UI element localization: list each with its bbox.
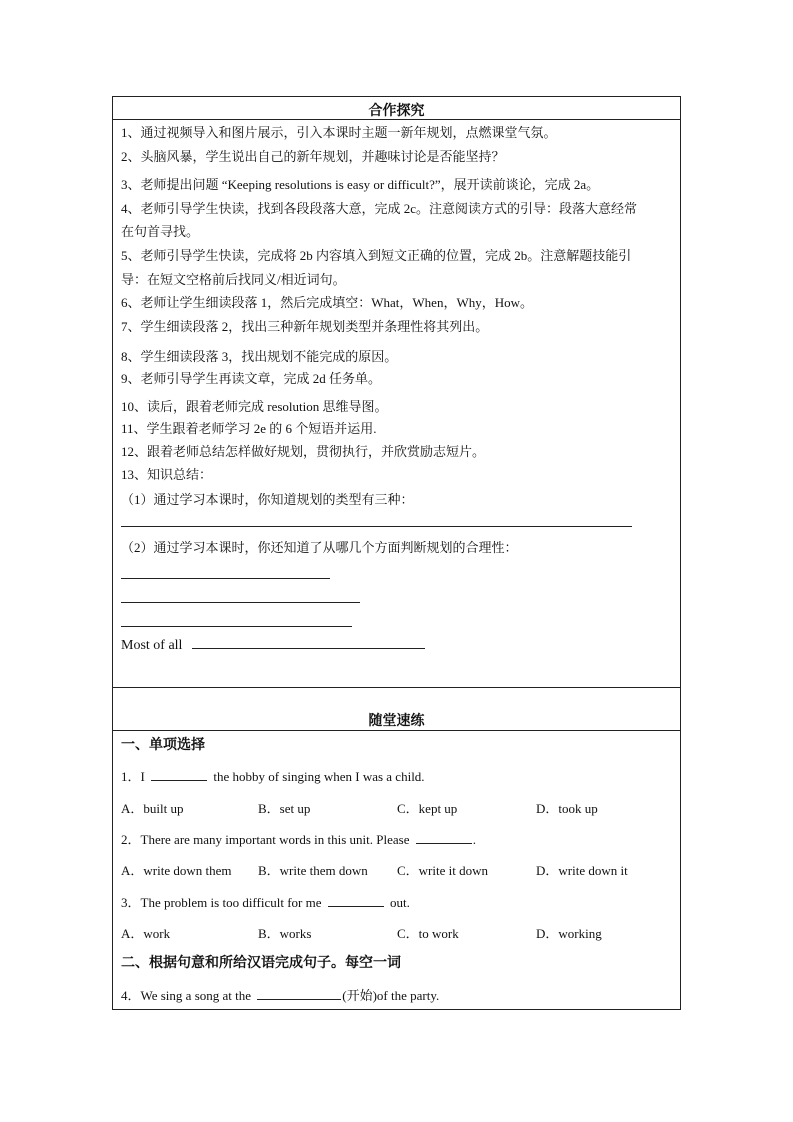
section-header-quick-practice: 随堂速练 xyxy=(368,714,425,729)
option-a[interactable]: A．write down them xyxy=(121,863,232,878)
divider xyxy=(113,687,680,688)
list-item: 7、学生细读段落 2，找出三种新年规划类型并条理性将其列出。 xyxy=(121,319,489,334)
summary-prompt-2: （2）通过学习本课时，你还知道了从哪几个方面判断规划的合理性： xyxy=(121,540,518,555)
most-of-all-label: Most of all xyxy=(121,638,183,653)
list-item: 10、读后，跟着老师完成 resolution 思维导图。 xyxy=(121,399,388,414)
question-text: . xyxy=(472,832,476,847)
option-c[interactable]: C．kept up xyxy=(397,801,458,816)
list-item: 13、知识总结： xyxy=(121,467,213,482)
option-a[interactable]: A．built up xyxy=(121,801,184,816)
list-item: 2、头脑风暴，学生说出自己的新年规划，并趣味讨论是否能坚持？ xyxy=(121,149,505,164)
summary-prompt-1: （1）通过学习本课时，你知道规划的类型有三种： xyxy=(121,492,414,507)
part2-title: 二、根据句意和所给汉语完成句子。每空一词 xyxy=(121,956,401,971)
question-text: the hobby of singing when I was a child. xyxy=(213,769,425,784)
option-a[interactable]: A．work xyxy=(121,926,171,941)
answer-blank-line[interactable] xyxy=(121,626,352,627)
option-d[interactable]: D．write down it xyxy=(536,863,628,878)
question-text: 4．We sing a song at the xyxy=(121,988,252,1003)
part1-title: 一、单项选择 xyxy=(121,738,205,753)
list-item: 11、学生跟着老师学习 2e 的 6 个短语并运用. xyxy=(121,421,377,436)
list-item: 1、通过视频导入和图片展示，引入本课时主题一新年规划，点燃课堂气氛。 xyxy=(121,125,557,140)
option-c[interactable]: C．to work xyxy=(397,926,459,941)
option-c[interactable]: C．write it down xyxy=(397,863,488,878)
worksheet-table xyxy=(112,96,681,1010)
question-text: 2．There are many important words in this unit. Please xyxy=(121,832,410,847)
answer-blank-inline[interactable] xyxy=(328,894,384,907)
answer-blank-inline[interactable] xyxy=(192,636,425,649)
list-item: 导：在短文空格前后找同义/相近词句。 xyxy=(121,272,346,287)
section-header-cooperative-inquiry: 合作探究 xyxy=(368,104,425,119)
question-3 xyxy=(121,894,410,911)
option-b[interactable]: B．set up xyxy=(258,801,311,816)
option-b[interactable]: B．works xyxy=(258,926,312,941)
option-d[interactable]: D．took up xyxy=(536,801,598,816)
divider xyxy=(113,730,680,731)
list-item: 12、跟着老师总结怎样做好规划，贯彻执行，并欣赏励志短片。 xyxy=(121,444,486,459)
answer-blank-inline[interactable] xyxy=(151,768,207,781)
answer-blank-line[interactable] xyxy=(121,526,632,527)
question-text: out. xyxy=(390,895,410,910)
list-item: 5、老师引导学生快读，完成将 2b 内容填入到短文正确的位置，完成 2b。注意解题技能引 xyxy=(121,248,632,263)
list-item: 在句首寻找。 xyxy=(121,224,200,239)
answer-blank-line[interactable] xyxy=(121,578,330,579)
answer-blank-line[interactable] xyxy=(121,602,360,603)
question-text: (开始)of the party. xyxy=(342,988,440,1003)
question-2 xyxy=(121,831,476,848)
list-item: 6、老师让学生细读段落 1，然后完成填空：What，When，Why，How。 xyxy=(121,295,533,310)
divider xyxy=(113,119,680,120)
answer-blank-inline[interactable] xyxy=(257,987,341,1000)
question-1 xyxy=(121,768,425,785)
option-b[interactable]: B．write them down xyxy=(258,863,368,878)
question-text: 1．I xyxy=(121,769,145,784)
most-of-all-line xyxy=(121,636,425,654)
list-item: 8、学生细读段落 3，找出规划不能完成的原因。 xyxy=(121,349,398,364)
answer-blank-inline[interactable] xyxy=(416,831,472,844)
list-item: 3、老师提出问题 “Keeping resolutions is easy or difficult?”，展开读前谈论，完成 2a。 xyxy=(121,177,600,192)
list-item: 9、老师引导学生再读文章，完成 2d 任务单。 xyxy=(121,371,382,386)
question-text: 3．The problem is too difficult for me xyxy=(121,895,322,910)
list-item: 4、老师引导学生快读，找到各段段落大意，完成 2c。注意阅读方式的引导：段落大意经常 xyxy=(121,201,638,216)
option-d[interactable]: D．working xyxy=(536,926,602,941)
question-4 xyxy=(121,987,439,1004)
